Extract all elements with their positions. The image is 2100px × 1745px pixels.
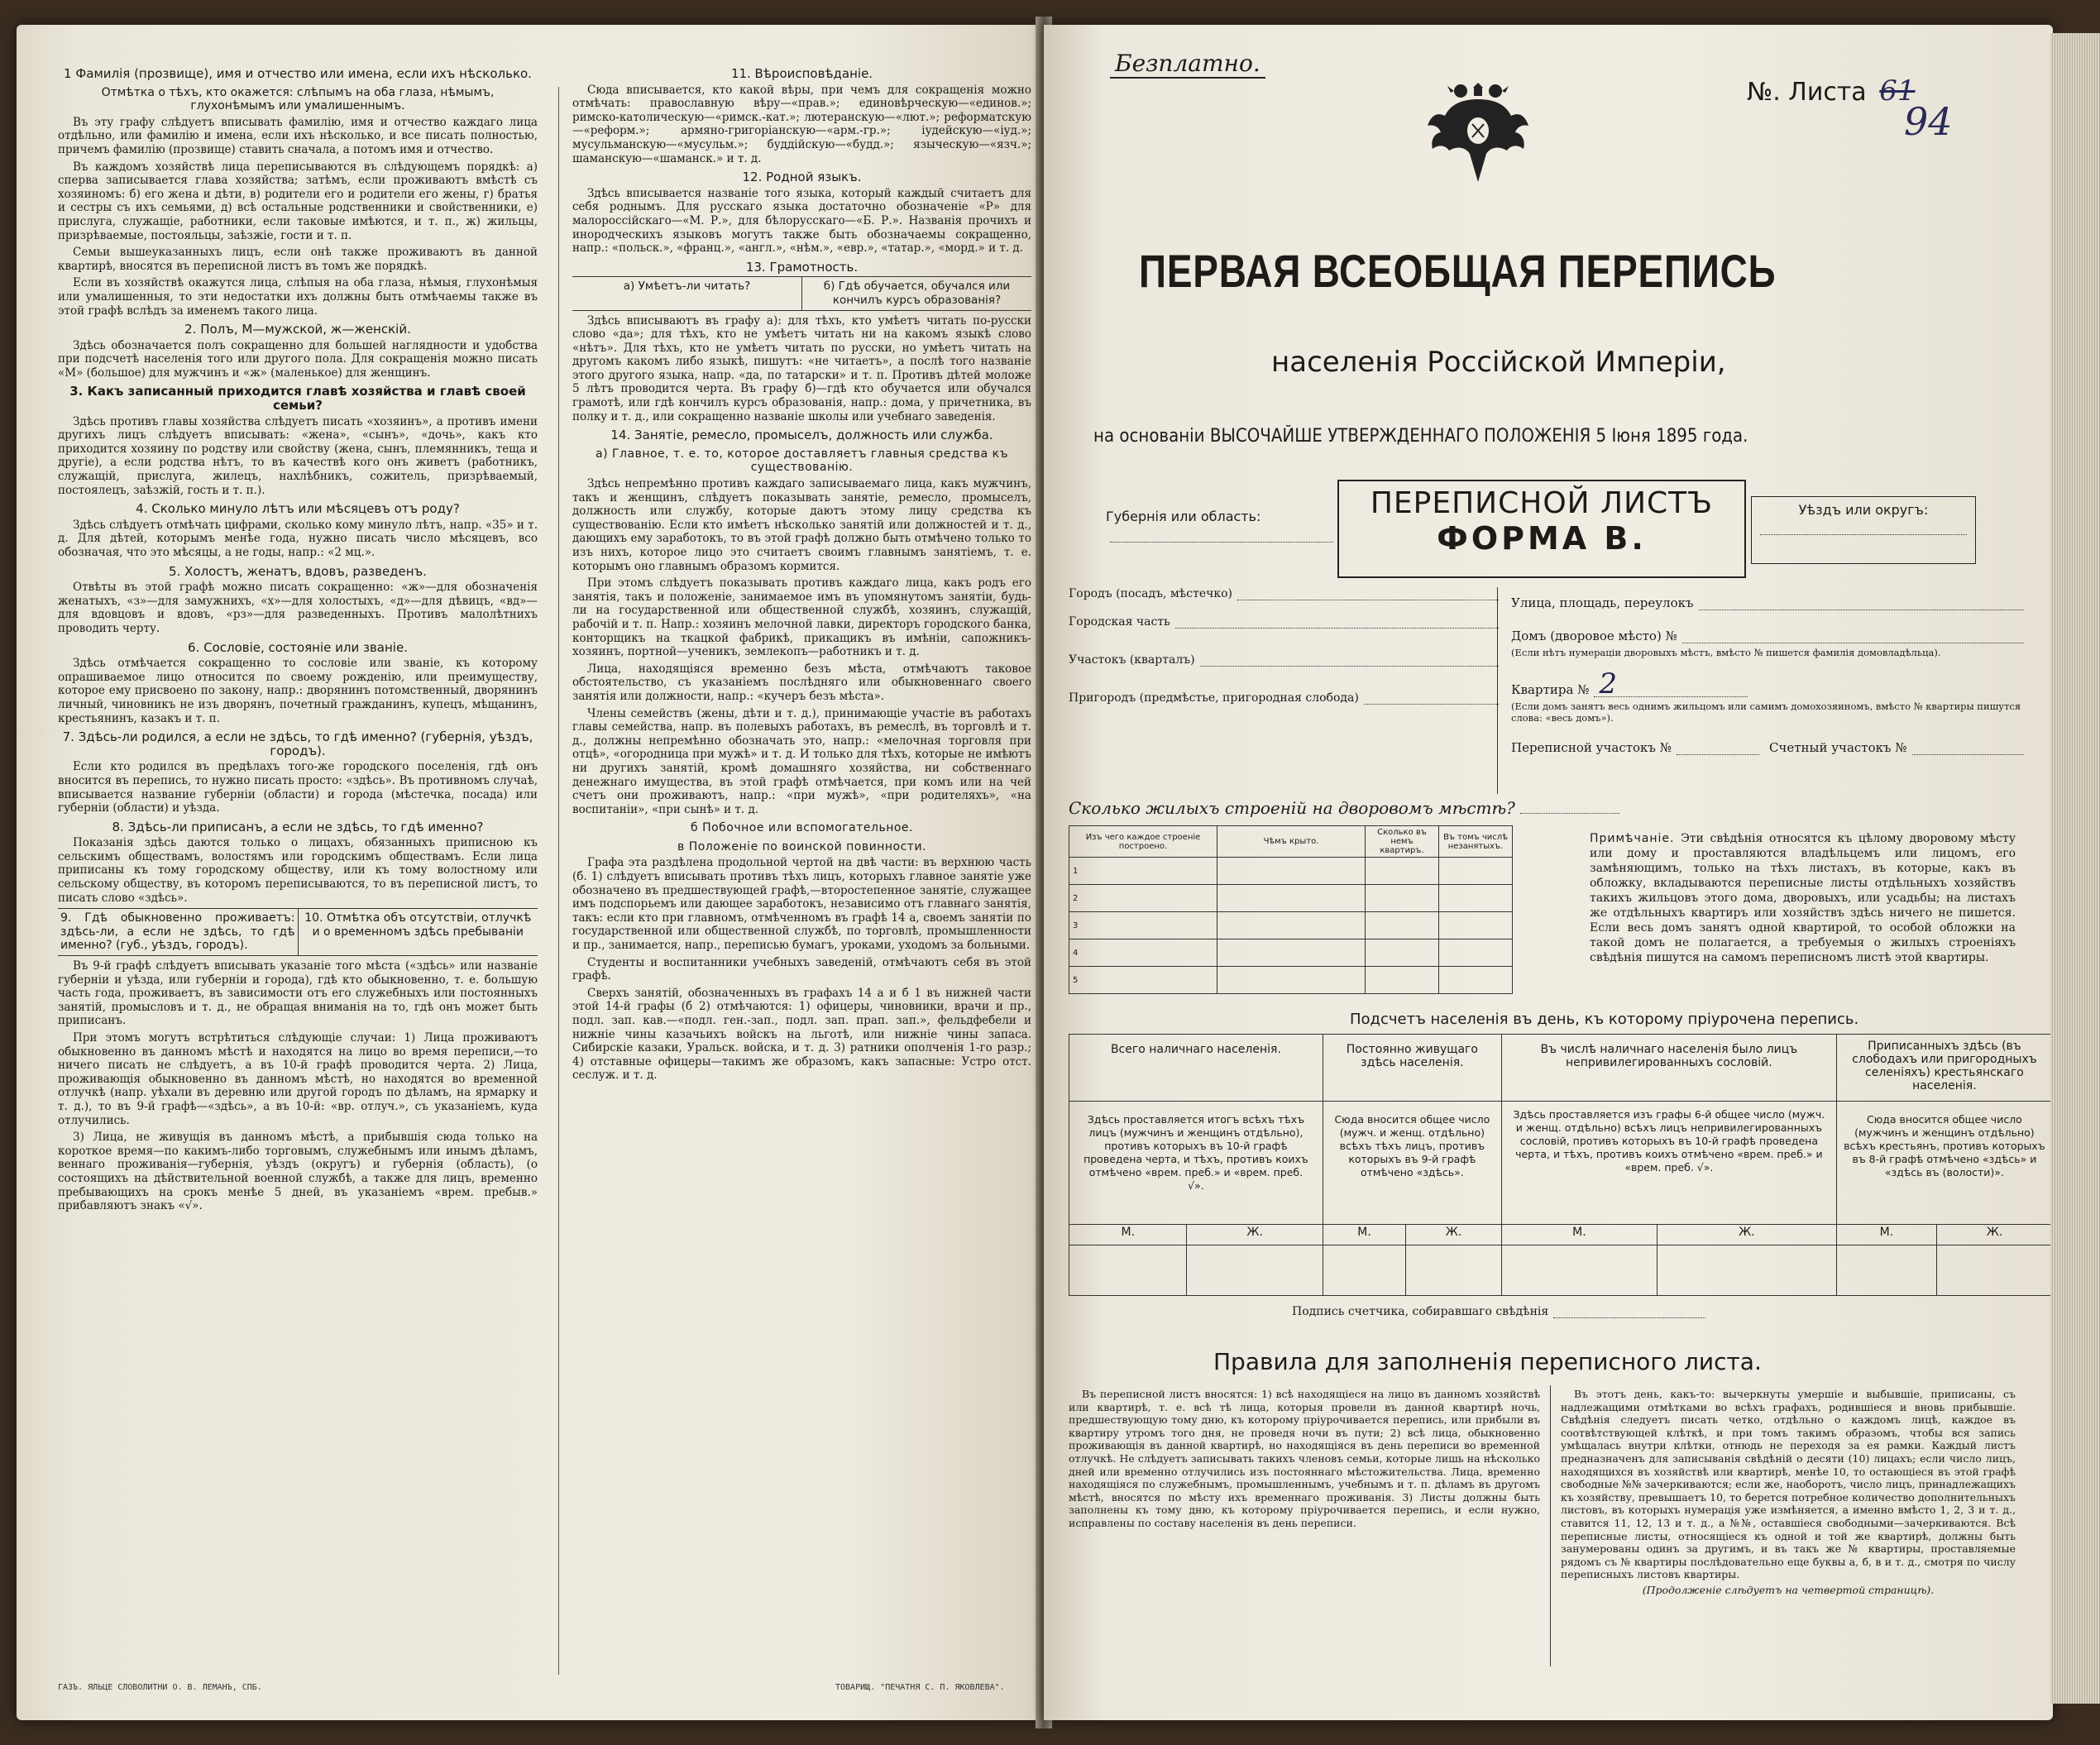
count-cell [1187, 1245, 1323, 1296]
double-headed-eagle-icon [1424, 66, 1532, 190]
dwellings-row [1069, 858, 1513, 885]
paragraph: Отвѣты въ этой графѣ можно писать сокращенно: «ж»—для обозначенія женатыхъ, «з»—для замужнихъ, «х»—для холостыхъ, «д»—для дѣвицъ, «вд»—для вдовцовъ и вдовъ, «рз»—для разведенныхъ. Противъ малолѣтнихъ проводить черту. [58, 581, 538, 635]
count-header-peasants: Приписанныхъ здѣсь (въ слободахъ или пригородныхъ селеніяхъ) крестьянскаго населенія. [1836, 1035, 2052, 1102]
dw-cell [1366, 885, 1439, 912]
dw-cell [1366, 967, 1439, 994]
paragraph: Здѣсь непремѣнно противъ каждаго записываемаго лица, какъ мужчинъ, такъ и женщинъ, слѣдуетъ показывать занятіе, ремесло, промыселъ, должность или службу, которые даютъ этому лицу средства къ существованію. Если кто имѣетъ нѣсколько занятій или должностей и т. д., дающихъ ему заработокъ, то въ этой графѣ должно быть отмѣчено только то изъ нихъ, которое лицо это считаетъ своимъ главнымъ занятіемъ, т. е. которымъ оно главнымъ образомъ кормится. [572, 477, 1031, 573]
uezd-label: Уѣздъ или округъ: [1798, 502, 1929, 518]
uezd-box [1751, 496, 1976, 564]
districts-row [1511, 740, 2024, 755]
paragraph: Члены семействъ (жены, дѣти и т. д.), принимающіе участіе въ работахъ главы семейства, напр. въ полевыхъ работахъ, въ ремеслѣ, въ торговлѣ и т. д., должны непремѣнно обозначать это, напр.: «мелочная торговля при отцѣ», «огородница при мужѣ» и т. д. И только для тѣхъ, которые не имѣютъ ни другихъ занятій, кромѣ домашняго хозяйства, ни собственнаго денежнаго имущества, въ этой графѣ отмѣчается, при комъ или на чей счетъ они проживаютъ, напр.: «при мужѣ», «при родителяхъ», «на воспитаніи», «при сынѣ» и т. д. [572, 706, 1031, 816]
count-header-nonprivileged: Въ числѣ наличнаго населенія было лицъ непривилегированныхъ сословій. [1501, 1035, 1836, 1102]
suburb-row [1069, 691, 1499, 705]
paragraph: 3) Лица, не живущія въ данномъ мѣстѣ, а прибывшія сюда только на короткое время—по какимъ-либо торговымъ, служебнымъ или инымъ дѣламъ, веннаго проживанія—губернія, уѣздъ (округъ) и губернія (область), (о состоящихъ на дѣйствительной военной службѣ, а также для лицъ, временно пребывающихъ на срокъ менѣе 5 дней, въ указаніемъ «врем. пребыв.» прибавляютъ знакъ «√». [58, 1131, 538, 1213]
dw-row-number: 1 [1069, 858, 1217, 885]
list-number-value: 94 [1904, 99, 1953, 144]
census-subtitle: населенія Россійской Имперіи, [1271, 346, 1726, 379]
dwellings-row [1069, 939, 1513, 967]
count-header-permanent: Постоянно живущаго здѣсь населенія. [1323, 1035, 1501, 1102]
section-13b-heading: б) Гдѣ обучается, обучался или кончилъ курсъ образованія? [801, 277, 1031, 309]
form-title: ПЕРЕПИСНОЙ ЛИСТЪ [1370, 486, 1714, 520]
count-note-row [1069, 1102, 2053, 1225]
form-title-box [1337, 480, 1746, 578]
dw-row-number: 4 [1069, 939, 1217, 967]
paragraph: Въ эту графу слѣдуетъ вписывать фамилію, имя и отчество каждаго лица отдѣльно, или фамилію и имена, если ихъ нѣсколько, и все писать полностью, причемъ фамилію (прозвище) ставить сначала, а потомъ имя и отчество. [58, 115, 538, 156]
suburb-field [1364, 704, 1499, 705]
count-header-total: Всего наличнаго населенія. [1069, 1035, 1323, 1102]
apartment-label: Квартира № [1511, 682, 1590, 697]
instructions-column-1 [58, 62, 538, 1217]
rules-column-2 [1561, 1388, 2016, 1597]
city-row [1069, 587, 1499, 600]
dw-cell [1439, 912, 1513, 939]
section-12-heading: 12. Родной языкъ. [742, 170, 862, 185]
list-number-crossed: 61 [1879, 74, 1916, 108]
count-f-label: Ж. [1657, 1225, 1836, 1245]
dwellings-table [1069, 825, 1513, 994]
population-count-table [1069, 1034, 2053, 1296]
address-right [1511, 595, 2024, 755]
dwellings-question-text: Сколько жилыхъ строеній на дворовомъ мѣстѣ? [1069, 798, 1515, 818]
sections-9-10-header [58, 908, 538, 956]
paragraph: Студенты и воспитанники учебныхъ заведеній, отмѣчаютъ себя въ этой графѣ. [572, 955, 1031, 983]
paragraph: Показанія здѣсь даются только о лицахъ, обязанныхъ приписною къ сельскимъ обществамъ, волостямъ или городскимъ обществамъ. Если лица приписаны къ тому городскому обществу, или къ тому волостному или сельскому обществу, въ которомъ переписываются, то въ переписной листъ, то писать слово «здѣсь». [58, 836, 538, 905]
dwellings-table-wrap [1069, 825, 1513, 994]
form-letter: ФОРМА В. [1437, 520, 1647, 557]
section-1-subheading: Отмѣтка о тѣхъ, кто окажется: слѣпымъ на оба глаза, нѣмымъ, глухонѣмымъ или умалишеннымъ. [101, 85, 495, 113]
paragraph: Семьи вышеуказанныхъ лицъ, если онѣ также проживаютъ въ данной квартирѣ, вносятся въ переписной листъ въ томъ же порядкѣ. [58, 246, 538, 273]
city-part-row [1069, 615, 1499, 629]
paragraph: При этомъ слѣдуетъ показывать противъ каждаго лица, какъ родъ его занятія, такъ и положеніе, занимаемое имъ въ упомянутомъ занятіи, будь-ли на государственной или общественной службѣ, хозяинъ, служащій, рабочій и т. п. Напр.: хозяинъ мелочной лавки, директоръ городского банка, конторщикъ на ткацкой фабрикѣ, прикащикъ въ имѣніи, сапожникъ-хозяинъ, портной—ученикъ, землекопъ—работникъ и т. д. [572, 576, 1031, 659]
city-part-field [1175, 628, 1499, 629]
left-footer-imprint: ГАЗЪ. ЯЛЬЦЕ СЛОВОЛИТНИ О. В. ЛЕМАНЪ, СПБ. [58, 1683, 262, 1692]
rules-divider [1550, 1385, 1551, 1666]
count-m-label: М. [1323, 1225, 1405, 1245]
count-cell [1323, 1245, 1405, 1296]
dwellings-answer-field [1520, 813, 1619, 814]
rules-continuation: (Продолженіе слѣдуетъ на четвертой страницѣ). [1642, 1583, 1935, 1596]
dw-header-roof: Чѣмъ крыто. [1217, 826, 1366, 858]
count-note-total: Здѣсь проставляется итогъ всѣхъ тѣхъ лицъ (мужчинъ и женщинъ отдѣльно), противъ которыхъ въ 10-й графѣ проведена черта, и тѣхъ, противъ коихъ отмѣчено «врем. преб.» и «врем. преб. √». [1069, 1102, 1323, 1225]
count-note-nonprivileged: Здѣсь проставляется изъ графы 6-й общее число (мужч. и женщ. отдѣльно) всѣхъ лицъ непривилегированныхъ сословій, противъ которыхъ въ 10-й графѣ проведена черта, и тѣхъ, противъ коихъ отмѣчено «врем. преб.» и «врем. преб. √». [1501, 1102, 1836, 1225]
section-4-heading: 4. Сколько минуло лѣтъ или мѣсяцевъ отъ роду? [136, 501, 460, 517]
section-1-heading: 1 Фамилія (прозвище), имя и отчество или имена, если ихъ нѣсколько. [64, 66, 532, 81]
city-label: Городъ (посадъ, мѣстечко) [1069, 587, 1233, 600]
signature-label: Подпись счетчика, собиравшаго свѣдѣнія [1292, 1305, 1549, 1318]
count-header-row [1069, 1035, 2053, 1102]
paragraph: Здѣсь вписываютъ въ графу а): для тѣхъ, кто умѣетъ читать по-русски слово «да»; для тѣхъ, кто не умѣетъ читать ни на какомъ языкѣ слово «нѣтъ». Для тѣхъ, кто не умѣетъ читать по русски, но умѣетъ читать на другомъ какомъ либо языкѣ, пишутъ: «не читаетъ», а послѣ того названіе этого другого языка, напр. «да, по татарски» и т. п. Противъ дѣтей моложе 5 лѣтъ проводится черта. Въ графу б)—гдѣ кто обучается или обучался грамотѣ, или гдѣ кончилъ курсъ образованія, напр.: дома, у причетника, въ полку и т. д., или сокращенно названіе школы или учебнаго заведенія. [572, 313, 1031, 423]
dwellings-row [1069, 885, 1513, 912]
house-row [1511, 629, 2024, 643]
dw-header-apartments: Сколько въ немъ квартиръ. [1366, 826, 1439, 858]
paragraph: Сюда вписывается, кто какой вѣры, при чемъ для сокращенія можно отмѣчать: православную вѣру—«прав.»; единовѣрческую—«единов.»; римско-католическую—«римск.-кат.»; лютеранскую—«лют.»; реформатскую—«реформ.»; армяно-григоріанскую—«арм.-гр.»; іудейскую—«іуд.»; мусульманскую—«мусульм.»; буддійскую—«будд.»; языческую—«язч.»; шаманскую—«шаманск.» и т. д. [572, 83, 1031, 165]
section-13-heading: 13. Грамотность. [745, 259, 859, 275]
paragraph: Здѣсь слѣдуетъ отмѣчать цифрами, сколько кому минуло лѣтъ, напр. «35» и т. д. Для дѣтей, которымъ менѣе года, нужно писать число мѣсяцевъ, всо обозначая, что это мѣсяцы, а не годы, напр.: «2 мц.». [58, 518, 538, 559]
district-label: Участокъ (кварталъ) [1069, 653, 1195, 667]
section-10-heading: 10. Отмѣтка объ отсутствіи, отлучкѣ и о временномъ здѣсь пребываніи [298, 909, 538, 955]
rules-title: Правила для заполненія переписного листа. [1213, 1348, 1762, 1375]
right-page [1044, 25, 2053, 1720]
count-title: Подсчетъ населенія въ день, къ которому пріурочена перепись. [1350, 1011, 1859, 1028]
dwellings-header-row [1069, 826, 1513, 858]
section-5-heading: 5. Холостъ, женатъ, вдовъ, разведенъ. [169, 563, 427, 579]
house-note: (Если нѣтъ нумераціи дворовыхъ мѣстъ, вмѣсто № пишется фамилія домовладѣльца). [1511, 647, 1941, 658]
count-note-peasants: Сюда вносится общее число (мужчинъ и женщинъ отдѣльно) всѣхъ крестьянъ, противъ которыхъ въ 8-й графѣ отмѣчено «здѣсь» и «здѣсь въ (волости)». [1836, 1102, 2052, 1225]
free-stamp: Безплатно. [1110, 50, 1265, 79]
paragraph: Если въ хозяйствѣ окажутся лица, слѣпыя на оба глаза, нѣмыя, глухонѣмыя или умалишенныя, то эти недостатки ихъ должны быть отмѣчаемы также въ этой графѣ вслѣдъ за именемъ такого лица. [58, 276, 538, 318]
apartment-note: (Если домъ занятъ весь однимъ жильцомъ или самимъ домохозяиномъ, вмѣсто № квартиры пишутся слова: «весь домъ»). [1511, 700, 2021, 724]
district-row [1069, 653, 1499, 667]
dwellings-question [1069, 798, 1619, 818]
section-3-heading: 3. Какъ записанный приходится главѣ хозяйства и главѣ своей семьи? [69, 384, 526, 414]
paragraph: Сверхъ занятій, обозначенныхъ въ графахъ 14 а и б 1 въ нижней части этой 14-й графы (б 2) отмѣчаются: 1) офицеры, чиновники, врачи и пр., подл. зап. кав.—«подл. ген.-зап., подл. зап. прап. зап.», фельдфебели и нижніе чины казачьихъ войскъ на льготѣ, или нижніе чины запаса. Сибирскіе казаки, Уральск. войска, и т. д. 3) ратники ополченія 1-го разр.; 4) отставные офицеры—такимъ же образомъ, какъ запасные: Устро отст. сеслуж. и т. д. [572, 986, 1031, 1083]
dw-row-number: 2 [1069, 885, 1217, 912]
dwellings-row [1069, 912, 1513, 939]
count-cell [1069, 1245, 1187, 1296]
address-left [1069, 587, 1499, 705]
count-m-label: М. [1836, 1225, 1936, 1245]
address-divider [1497, 587, 1498, 794]
gubernia-field [1110, 542, 1333, 543]
dw-cell [1217, 939, 1366, 967]
dw-cell [1217, 967, 1366, 994]
count-cell [1501, 1245, 1657, 1296]
rules-column-1 [1069, 1388, 1540, 1532]
count-cell [1657, 1245, 1836, 1296]
census-basis: на основаніи ВЫСОЧАЙШЕ УТВЕРЖДЕННАГО ПОЛОЖЕНІЯ 5 Іюня 1895 года. [1093, 426, 1748, 447]
column-divider [558, 87, 559, 1675]
dw-cell [1366, 939, 1439, 967]
dw-cell [1439, 939, 1513, 967]
page-edges [2050, 33, 2100, 1704]
paragraph: Если кто родился въ предѣлахъ того-же городского поселенія, гдѣ онъ вносится въ перепись, то нужно писать просто: «здѣсь». Въ противномъ случаѣ, вписывается название губерніи (области) и города (мѣстечка, посада) или губерніи (области) и уѣзда. [58, 760, 538, 815]
list-number-label: №. Листа [1747, 78, 1867, 107]
section-13a-heading: а) Умѣетъ-ли читать? [623, 280, 751, 294]
paragraph: Графа эта раздѣлена продольной чертой на двѣ части: въ верхнюю часть (б. 1) слѣдуетъ вписывать противъ тѣхъ лицъ, которыхъ главное занятіе уже обозначено въ предшествующей графѣ,—второстепенное занятіе, служащее имъ подспорьемъ или дающее заработокъ, независимо отъ главнаго занятія, такъ: если кто при главномъ, отмѣченномъ въ графѣ 14 а, своемъ занятіи по государственной или общественной службѣ, по торговлѣ, промышленности и пр., занимается, напр., переписью бумагъ, уроками, уходомъ за больными. [572, 856, 1031, 953]
gubernia-label: Губернія или область: [1106, 509, 1261, 524]
city-part-label: Городская часть [1069, 615, 1170, 629]
count-value-row [1069, 1245, 2053, 1296]
section-14-heading: 14. Занятіе, ремесло, промыселъ, должность или служба. [610, 428, 993, 443]
right-footer-imprint: ТОВАРИЩ. "ПЕЧАТНЯ С. П. ЯКОВЛЕВА". [835, 1683, 1005, 1692]
section-9-heading: 9. Гдѣ обыкновенно проживаетъ: здѣсь-ли, а если не здѣсь, то гдѣ именно? (губ., уѣздъ, городъ). [60, 911, 295, 953]
note-title: Примѣчаніе. [1590, 832, 1675, 845]
count-f-label: Ж. [1937, 1225, 2053, 1245]
dw-cell [1439, 967, 1513, 994]
district-field [1200, 666, 1499, 667]
list-number [1747, 74, 1953, 144]
census-main-title: ПЕРВАЯ ВСЕОБЩАЯ ПЕРЕПИСЬ [1139, 245, 1777, 297]
paragraph: Лица, находящіяся временно безъ мѣста, отмѣчаютъ таковое обстоятельство, съ указаніемъ послѣдняго или обыкновеннаго своего занятія или должности, напр.: «кучеръ безъ мѣста». [572, 662, 1031, 703]
dw-row-number: 5 [1069, 967, 1217, 994]
section-8-heading: 8. Здѣсь-ли приписанъ, а если не здѣсь, то гдѣ именно? [112, 819, 484, 834]
apartment-row [1511, 667, 2024, 700]
count-f-label: Ж. [1187, 1225, 1323, 1245]
count-cell [1937, 1245, 2053, 1296]
dw-cell [1439, 885, 1513, 912]
note-text: Эти свѣдѣнія относятся къ цѣлому дворовому мѣсту или дому и проставляются владѣльцемъ или лицомъ, его замѣняющимъ, только на тѣхъ листахъ, въ которые, какъ въ обложку, вкладываются переписные листы отдѣльныхъ хозяйствъ такихъ жильцовъ этого дома, дворовыхъ, или усадьбы; на листахъ же отдѣльныхъ квартиръ или хозяйствъ здѣсь ничего не пишется. Если весь домъ занятъ одной квартирой, то особой обложки на такой домъ не полагается, а требуемыя о жилыхъ строеніяхъ свѣдѣнія пишутся на самомъ переписномъ листѣ этой квартиры. [1590, 832, 2016, 964]
section-7-heading: 7. Здѣсь-ли родился, а если не здѣсь, то гдѣ именно? (губернія, уѣздъ, городъ). [62, 729, 533, 758]
count-cell [1406, 1245, 1502, 1296]
uezd-field [1760, 534, 1967, 535]
section-14c-heading: в Положеніе по воинской повинности. [677, 839, 926, 853]
paragraph: Здѣсь обозначается полъ сокращенно для большей наглядности и удобства при подсчетѣ населенія того или другого пола. Для сокращенія можно писать «М» (большое) для мужчинъ и «ж» (маленькое) для женщинъ. [58, 338, 538, 380]
dw-cell [1366, 912, 1439, 939]
section-14b-heading: б Побочное или вспомогательное. [690, 821, 913, 835]
signature-row [1292, 1305, 1705, 1318]
paragraph: Здѣсь вписывается названіе того языка, который каждый считаетъ для себя роднымъ. Для русскаго языка достаточно обозначеніе «Р» для малороссійскаго—«М. Р.», для бѣлорусскаго—«Б. Р.». Названія прочихъ и инородческихъ языковъ могутъ также быть обозначаемы сокращенно, напр.: «польск.», «франц.», «англ.», «нѣм.», «евр.», «татар.», «морд.» и т. д. [572, 186, 1031, 256]
count-table-wrap [1069, 1034, 2053, 1296]
count-m-label: М. [1069, 1225, 1187, 1245]
count-f-label: Ж. [1406, 1225, 1502, 1245]
count-m-label: М. [1501, 1225, 1657, 1245]
signature-field [1553, 1317, 1705, 1318]
section-11-heading: 11. Вѣроисповѣданіе. [730, 66, 873, 81]
street-row [1511, 595, 2024, 610]
dwellings-note [1590, 831, 2016, 965]
section-14a-heading: а) Главное, т. е. то, которое доставляетъ главныя средства къ существованію. [596, 447, 1008, 475]
rules-text-1: Въ переписной листъ вносятся: 1) всѣ находящіеся на лицо въ данномъ хозяйствѣ или квартирѣ, т. е. всѣ тѣ лица, которыя провели въ данной квартирѣ ночь, предшествующую тому дню, къ которому пріурочивается перепись, или прибыли въ квартиру утромъ того дня, не проведя ночи въ пути; 2) всѣ лица, обыкновенно проживающія въ данной квартирѣ, но находящіяся въ день переписи во временной отлучкѣ. Не слѣдуетъ записывать такихъ членовъ семьи, которые лишь на нѣсколько дней или временно отлучились изъ постояннаго мѣстожительства. Лица, временно находящіяся по служебнымъ, промышленнымъ, учебнымъ и т. п. дѣламъ въ другомъ мѣстѣ, вносятся по мѣсту ихъ временнаго проживанія. 3) Листы должны быть заполнены къ тому дню, къ которому пріурочивается перепись, и если нужно, исправлены по составу населенія въ день переписи. [1069, 1388, 1540, 1529]
dw-cell [1439, 858, 1513, 885]
instructions-column-2 [572, 62, 1031, 1086]
census-district-label: Переписной участокъ № [1511, 740, 1672, 755]
form-header [1060, 480, 2020, 575]
count-sex-row [1069, 1225, 2053, 1245]
house-label: Домъ (дворовое мѣсто) № [1511, 629, 1677, 643]
dw-row-number: 3 [1069, 912, 1217, 939]
section-2-heading: 2. Полъ, М—мужской, ж—женскій. [184, 322, 411, 337]
paragraph: Въ 9-й графѣ слѣдуетъ вписывать указаніе того мѣста («здѣсь» или названіе губерніи и уѣзда, или губерніи и города), гдѣ кто обыкновенно, т. е. большую часть года, проживаетъ, въ зависимости отъ его служебныхъ или постоянныхъ занятій, промысловъ и т. д., не обращая вниманія на то, гдѣ онъ может быть приписанъ. [58, 959, 538, 1028]
paragraph: Здѣсь противъ главы хозяйства слѣдуетъ писать «хозяинъ», а противъ имени другихъ лицъ слѣдуетъ вписывать: «жена», «сынъ», «дочь», какъ кто приходится хозяину по родству или свойству (жена, сынъ, племянникъ, теща и другіе), а если родства нѣтъ, то въ качествѣ кого онъ живетъ (работникъ, служащій, прислуга, жилецъ, нахлѣбникъ, сожитель, призрѣваемый, постоялецъ, заѣзжій, гость и т. п.). [58, 414, 538, 497]
count-district-field [1912, 754, 2024, 755]
section-13-subheader [572, 276, 1031, 310]
rules-text-2: Въ этотъ день, какъ-то: вычеркнуты умершіе и выбывшіе, приписаны, съ надлежащими отмѣтками во всѣхъ графахъ, родившіеся и вновь прибывшіе. Свѣдѣнія следуетъ писать четко, отдѣльно о каждомъ лицѣ, каждое въ соотвѣтствующей клѣткѣ, и при томъ такимъ образомъ, чтобы вся запись умѣщалась внутри клѣтки, отнюдь не переходя за ея рамки. Каждый листъ предназначенъ для записыванія свѣдѣній о десяти (10) лицахъ; если число лицъ, находящихся въ хозяйствѣ или квартирѣ, менѣе 10, то остающіеся въ этой графѣ свободные №№ зачеркиваются; если же, наоборотъ, число лицъ, принадлежащихъ къ хозяйству, превышаетъ 10, то берется потребное количество дополнительныхъ листовъ, въ которыхъ нумерація уже измѣняется, а именно вмѣсто 1, 2, 3 и т. д., ставится 11, 12, 13 и т. д., а №№, оставшіеся свободными—зачеркиваются. Всѣ переписные листы, относящіеся къ одной и той же квартирѣ, должны быть занумерованы одинъ за другимъ, и въ такъ же № квартиры, проставляемые рядомъ съ № квартиры послѣдовательно еще буквы а, б, в и т. д., смотря по числу переписныхъ листовъ квартиры. [1561, 1388, 2016, 1581]
dw-cell [1217, 912, 1366, 939]
count-note-permanent: Сюда вносится общее число (мужч. и женщ. отдѣльно) всѣхъ тѣхъ лицъ, противъ которыхъ въ 9-й графѣ отмѣчено «здѣсь». [1323, 1102, 1501, 1225]
paragraph: Здѣсь отмѣчается сокращенно то сословіе или званіе, къ которому опрашиваемое лицо относится по своему рожденію, или преимуществу, которое ему присвоено по закону, напр.: дворянинъ потомственный, дворянинъ личный, чиновникъ не изъ дворянъ, почетный гражданинъ, купецъ, мѣщанинъ, крестьянинъ, казакъ и т. п. [58, 657, 538, 725]
dw-cell [1366, 858, 1439, 885]
dw-cell [1217, 858, 1366, 885]
suburb-label: Пригородъ (предмѣстье, пригородная слобода) [1069, 691, 1359, 705]
census-district-field [1677, 754, 1759, 755]
paragraph: Въ каждомъ хозяйствѣ лица переписываются въ слѣдующемъ порядкѣ: а) сперва записывается глава хозяйства; затѣмъ, если проживаютъ вмѣстѣ съ хозяиномъ: б) его жена и дѣти, в) родители его и родители его жены, г) братья и сестры съ ихъ семьями, д) всѣ остальные родственники и свойственники, е) прислуга, служащіе, работники, если таковые имѣются, и т. п., ж) жильцы, призрѣваемые, постояльцы, заѣзжіе, гости и т. п. [58, 160, 538, 242]
dwellings-row [1069, 967, 1513, 994]
count-district-label: Счетный участокъ № [1768, 740, 1907, 755]
left-page [17, 25, 1042, 1720]
count-cell [1836, 1245, 1936, 1296]
apartment-value: 2 [1594, 672, 1748, 697]
paragraph: При этомъ могутъ встрѣтиться слѣдующіе случаи: 1) Лица проживаютъ обыкновенно въ данномъ мѣстѣ и находятся на лицо во время переписи,—то ничего писать не слѣдуетъ, а въ 10-й графѣ проводится черта. 2) Лица, проживающія обыкновенно въ данномъ мѣстѣ, но находятся во временной отлучкѣ (напр. уѣхали въ деревню или другой городъ по дѣламъ, на ярмарку и т. д.), то въ 9-й графѣ—«здѣсь», а въ 10-й: «вр. отлуч.», съ указаніемъ, куда отлучились. [58, 1031, 538, 1127]
street-label: Улица, площадь, переулокъ [1511, 595, 1694, 610]
section-6-heading: 6. Сословіе, состояніе или званіе. [188, 639, 408, 655]
dw-header-material: Изъ чего каждое строеніе построено. [1069, 826, 1217, 858]
dw-header-vacant: Въ томъ числѣ незанятыхъ. [1439, 826, 1513, 858]
dw-cell [1217, 885, 1366, 912]
